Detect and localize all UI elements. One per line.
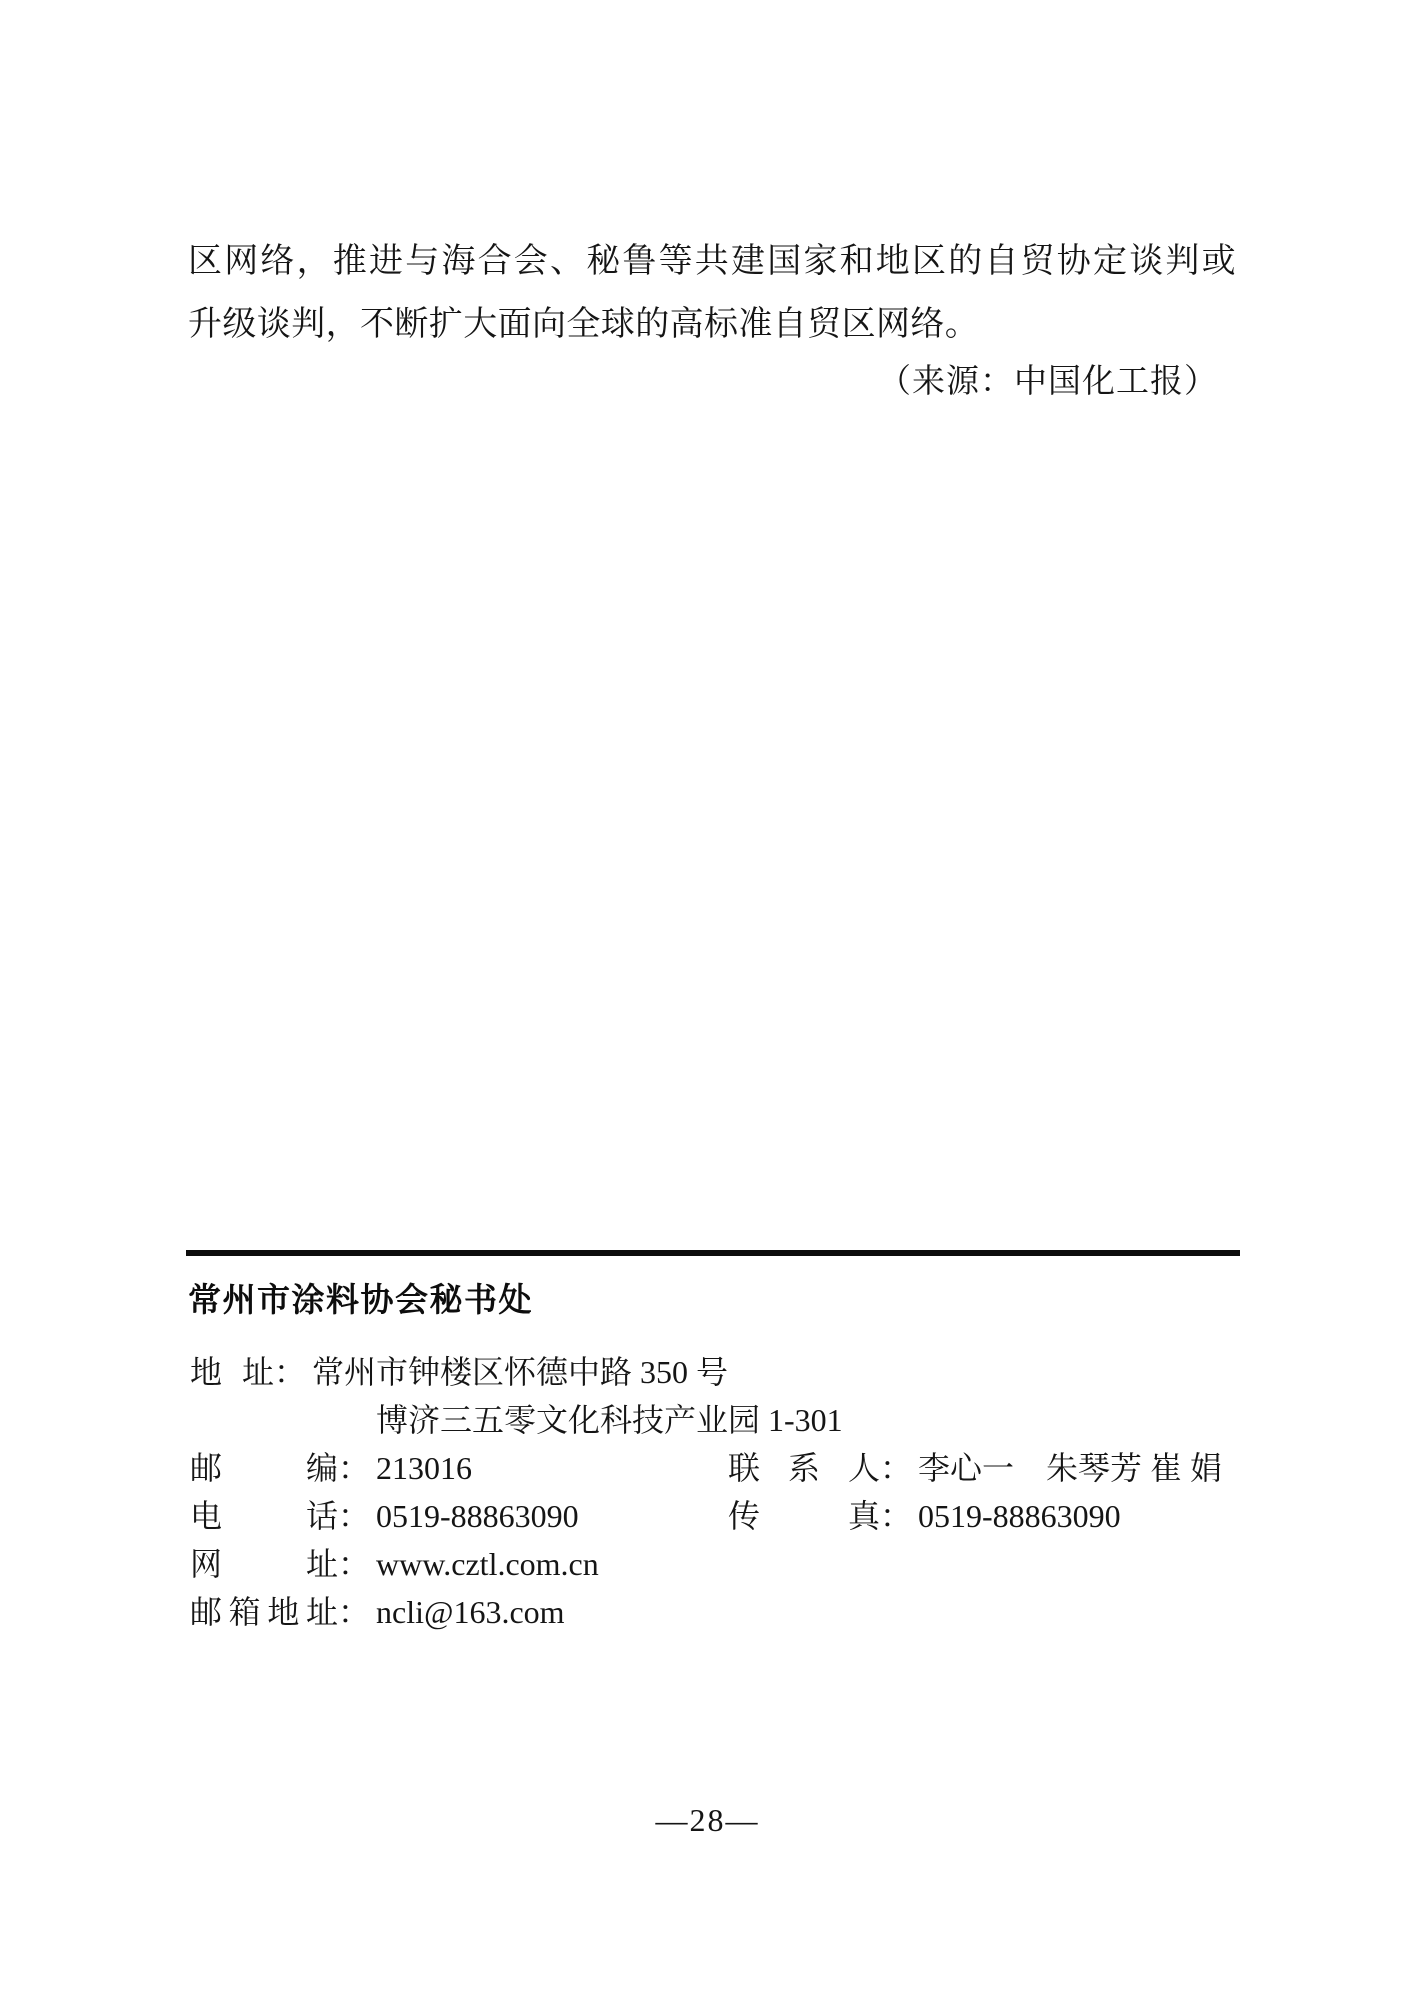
address-cont-pair xyxy=(190,1396,843,1444)
address-value-line2: 博济三五零文化科技产业园 1-301 xyxy=(376,1402,843,1438)
postal-colon: ： xyxy=(338,1450,371,1486)
address-label: 地址 xyxy=(190,1354,274,1390)
contact-row-email xyxy=(190,1588,1252,1636)
address-value-line1: 常州市钟楼区怀德中路 350 号 xyxy=(311,1354,728,1390)
phone-pair xyxy=(190,1492,728,1540)
postal-pair xyxy=(190,1444,728,1492)
contact-row-phone-fax xyxy=(190,1492,1252,1540)
contact-person-value: 李心一 朱琴芳 崔 娟 xyxy=(918,1450,1223,1486)
org-name-heading: 常州市涂料协会秘书处 xyxy=(188,1281,533,1318)
fax-colon: ： xyxy=(880,1498,913,1534)
contact-info-block xyxy=(190,1348,1252,1636)
footer-divider xyxy=(186,1250,1240,1256)
phone-value: 0519-88863090 xyxy=(376,1498,579,1534)
body-paragraph xyxy=(188,230,1246,356)
contact-person-colon: ： xyxy=(880,1450,913,1486)
contact-row-postal-contact xyxy=(190,1444,1252,1492)
address-colon: ： xyxy=(273,1354,306,1390)
contact-row-address-cont xyxy=(190,1396,1252,1444)
email-label: 邮箱地址 xyxy=(190,1594,338,1630)
paragraph-line-1: 区网络，推进与海合会、秘鲁等共建国家和地区的自贸协定谈判或 xyxy=(188,243,1238,280)
postal-value: 213016 xyxy=(376,1450,473,1486)
address-pair xyxy=(190,1348,728,1396)
contact-person-label: 联系人 xyxy=(728,1450,880,1486)
email-colon: ： xyxy=(338,1594,371,1630)
contact-person-pair xyxy=(728,1444,1222,1492)
paragraph-line-2: 升级谈判，不断扩大面向全球的高标准自贸区网络。 xyxy=(188,306,980,343)
fax-value: 0519-88863090 xyxy=(918,1498,1121,1534)
postal-label: 邮编 xyxy=(190,1450,338,1486)
page-number: —28— xyxy=(655,1802,760,1838)
email-pair xyxy=(190,1588,728,1636)
email-value: ncli@163.com xyxy=(376,1594,565,1630)
contact-row-website xyxy=(190,1540,1252,1588)
fax-pair xyxy=(728,1492,1121,1540)
website-label: 网址 xyxy=(190,1546,338,1582)
website-colon: ： xyxy=(338,1546,371,1582)
phone-label: 电话 xyxy=(190,1498,338,1534)
website-pair xyxy=(190,1540,728,1588)
fax-label: 传真 xyxy=(728,1498,880,1534)
contact-row-address xyxy=(190,1348,1252,1396)
phone-colon: ： xyxy=(338,1498,371,1534)
website-value: www.cztl.com.cn xyxy=(376,1546,599,1582)
source-attribution: （来源：中国化工报） xyxy=(878,364,1218,400)
